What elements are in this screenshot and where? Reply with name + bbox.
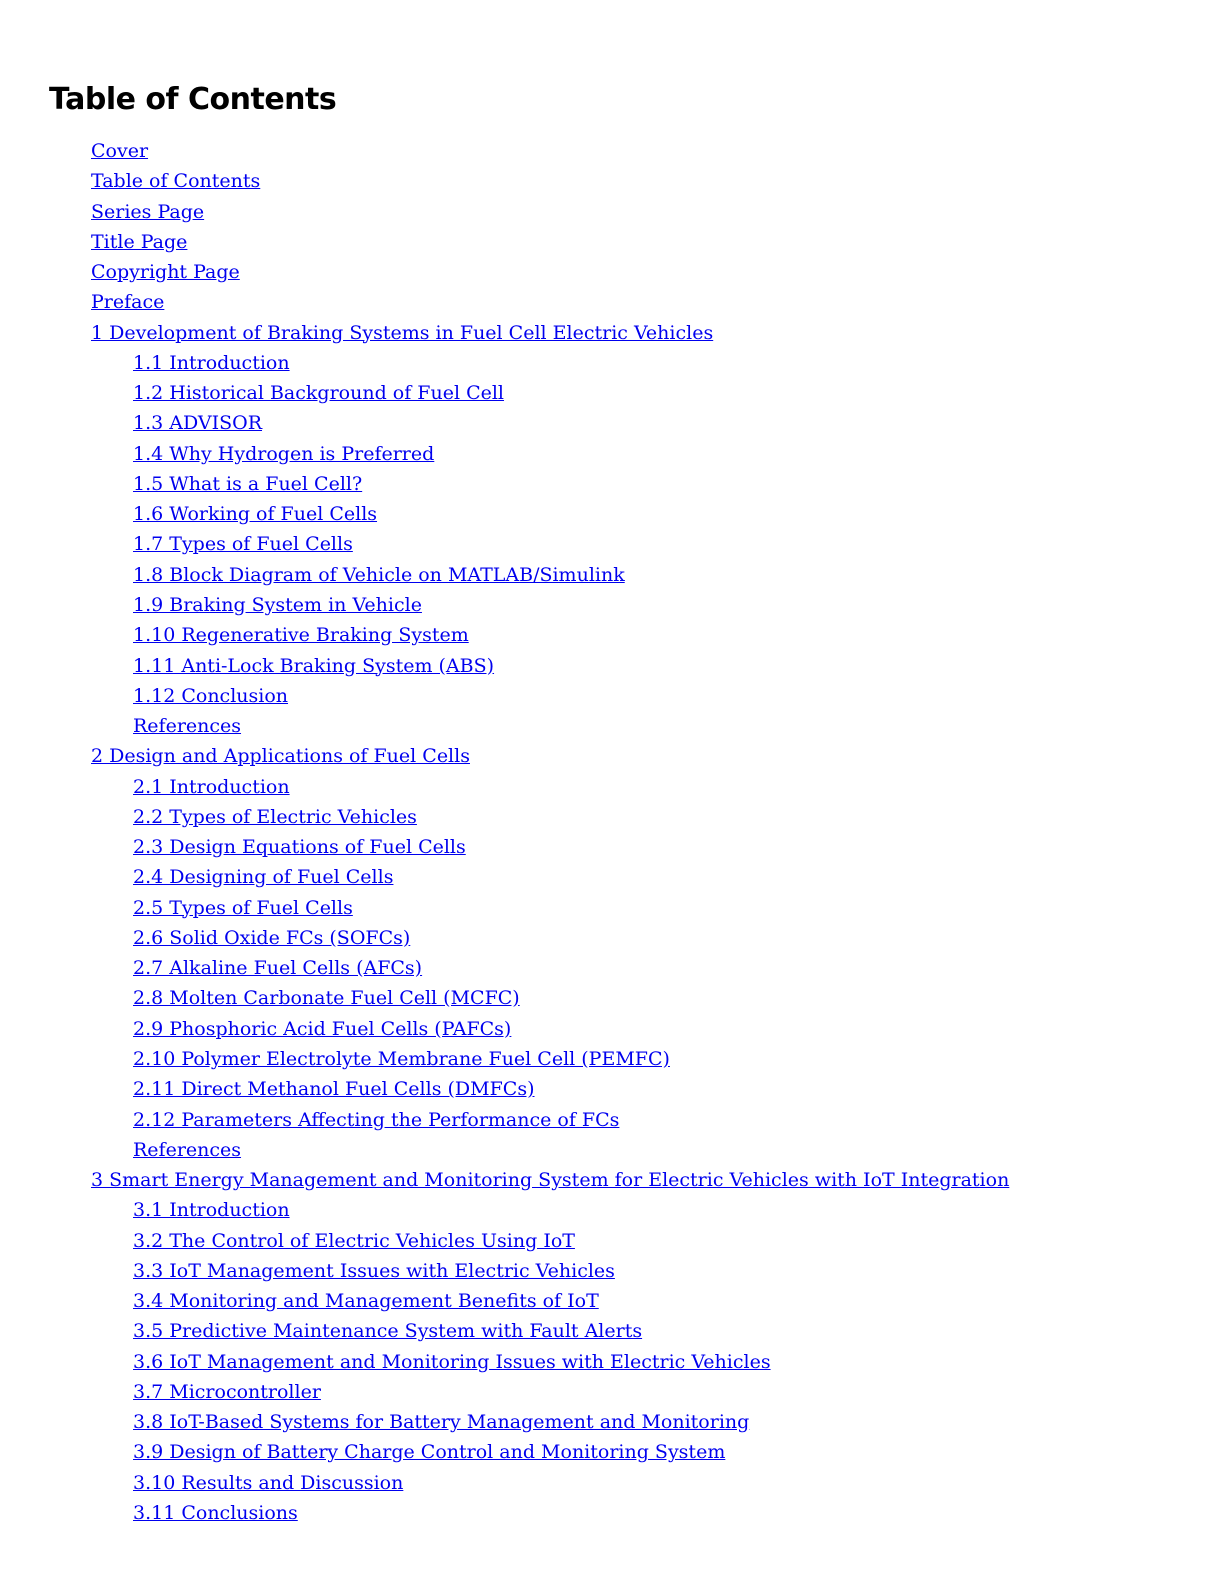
toc-item (91, 1498, 1224, 1528)
toc-item (91, 1044, 1224, 1074)
toc-link[interactable]: 3.5 Predictive Maintenance System with Fault Alerts (133, 1320, 643, 1343)
toc-link[interactable]: 3.10 Results and Discussion (133, 1471, 404, 1494)
toc-item (91, 499, 1224, 529)
toc-link[interactable]: 1.8 Block Diagram of Vehicle on MATLAB/Simulink (133, 563, 625, 586)
toc-link[interactable]: 2.5 Types of Fuel Cells (133, 896, 353, 919)
toc-item (91, 197, 1224, 227)
toc-link[interactable]: 2.10 Polymer Electrolyte Membrane Fuel Cell (PEMFC) (133, 1047, 670, 1070)
toc-link[interactable]: Cover (91, 140, 149, 162)
toc-item (91, 620, 1224, 650)
toc-item (91, 1407, 1224, 1437)
toc-item (91, 711, 1224, 741)
toc-item (91, 1014, 1224, 1044)
toc-link[interactable]: 2.2 Types of Electric Vehicles (133, 805, 417, 828)
toc-item (91, 983, 1224, 1013)
toc-link[interactable]: 2.3 Design Equations of Fuel Cells (133, 836, 466, 859)
toc-item (91, 469, 1224, 499)
toc-item (91, 378, 1224, 408)
toc-link[interactable]: Series Page (91, 200, 205, 223)
toc-item (91, 560, 1224, 590)
toc-link[interactable]: 2.4 Designing of Fuel Cells (133, 866, 394, 889)
toc-item (91, 893, 1224, 923)
toc-item (91, 1377, 1224, 1407)
toc-item (91, 287, 1224, 317)
toc-link[interactable]: 3 Smart Energy Management and Monitoring System for Electric Vehicles with IoT Integration (91, 1169, 1010, 1192)
toc-item (91, 166, 1224, 196)
toc-link[interactable]: 1.3 ADVISOR (133, 412, 263, 435)
toc-item (91, 348, 1224, 378)
toc-link[interactable]: 2.11 Direct Methanol Fuel Cells (DMFCs) (133, 1078, 535, 1101)
toc-link[interactable]: Copyright Page (91, 261, 240, 284)
toc-link[interactable]: References (133, 715, 242, 738)
toc-item (91, 681, 1224, 711)
toc-item (91, 590, 1224, 620)
toc-item (91, 257, 1224, 287)
toc-link[interactable]: 2 Design and Applications of Fuel Cells (91, 745, 470, 768)
toc-link[interactable]: 1.1 Introduction (133, 351, 290, 374)
toc-link[interactable]: 1.11 Anti-Lock Braking System (ABS) (133, 654, 495, 677)
toc-link[interactable]: 3.7 Microcontroller (133, 1380, 321, 1403)
toc-item (91, 802, 1224, 832)
toc-link[interactable]: 3.6 IoT Management and Monitoring Issues with Electric Vehicles (133, 1350, 771, 1373)
page-title: Table of Contents (49, 82, 337, 117)
toc-link[interactable]: 2.7 Alkaline Fuel Cells (AFCs) (133, 957, 423, 980)
toc-link[interactable]: 2.8 Molten Carbonate Fuel Cell (MCFC) (133, 987, 520, 1010)
toc-item (91, 953, 1224, 983)
toc-link[interactable]: Table of Contents (91, 170, 261, 193)
toc-item (91, 1105, 1224, 1135)
toc-link[interactable]: 3.4 Monitoring and Management Benefits of IoT (133, 1290, 599, 1313)
toc-link[interactable]: 1 Development of Braking Systems in Fuel Cell Electric Vehicles (91, 321, 714, 344)
toc-item (91, 1347, 1224, 1377)
toc-link[interactable]: 1.6 Working of Fuel Cells (133, 503, 378, 526)
toc-link[interactable]: 2.12 Parameters Affecting the Performance of FCs (133, 1108, 620, 1131)
toc-item (91, 1074, 1224, 1104)
toc-item (91, 1226, 1224, 1256)
toc-link[interactable]: 2.6 Solid Oxide FCs (SOFCs) (133, 926, 411, 949)
toc-item (91, 1165, 1224, 1195)
toc-item (91, 1256, 1224, 1286)
toc-item (91, 408, 1224, 438)
toc-link[interactable]: 1.2 Historical Background of Fuel Cell (133, 382, 505, 405)
toc-item (91, 529, 1224, 559)
toc-link[interactable]: 3.2 The Control of Electric Vehicles Using IoT (133, 1229, 575, 1252)
toc-item (91, 439, 1224, 469)
toc-link[interactable]: Preface (91, 291, 165, 314)
toc-link[interactable]: 3.1 Introduction (133, 1199, 290, 1222)
toc-link[interactable]: 1.9 Braking System in Vehicle (133, 593, 422, 616)
toc-item (91, 318, 1224, 348)
toc-link[interactable]: 3.3 IoT Management Issues with Electric Vehicles (133, 1259, 615, 1282)
toc-item (91, 136, 1224, 166)
toc-link[interactable]: 3.9 Design of Battery Charge Control and Monitoring System (133, 1441, 726, 1464)
toc-item (91, 227, 1224, 257)
toc-link[interactable]: References (133, 1138, 242, 1161)
toc-link[interactable]: 1.10 Regenerative Braking System (133, 624, 469, 647)
toc-link[interactable]: 1.7 Types of Fuel Cells (133, 533, 353, 556)
toc-item (91, 651, 1224, 681)
toc-link[interactable]: 1.4 Why Hydrogen is Preferred (133, 442, 435, 465)
toc-item (91, 1195, 1224, 1225)
toc-item (91, 772, 1224, 802)
toc-list (91, 136, 1224, 1528)
toc-link[interactable]: 3.11 Conclusions (133, 1501, 298, 1524)
toc-item (91, 1468, 1224, 1498)
toc-item (91, 832, 1224, 862)
toc-item (91, 1316, 1224, 1346)
toc-item (91, 923, 1224, 953)
toc-link[interactable]: 3.8 IoT-Based Systems for Battery Management and Monitoring (133, 1411, 750, 1434)
toc-item (91, 862, 1224, 892)
toc-link[interactable]: 2.1 Introduction (133, 775, 290, 798)
toc-item (91, 1286, 1224, 1316)
toc-link[interactable]: 2.9 Phosphoric Acid Fuel Cells (PAFCs) (133, 1017, 512, 1040)
toc-item (91, 1135, 1224, 1165)
toc-link[interactable]: 1.5 What is a Fuel Cell? (133, 472, 363, 495)
toc-link[interactable]: 1.12 Conclusion (133, 684, 289, 707)
toc-link[interactable]: Title Page (91, 230, 188, 253)
toc-item (91, 1437, 1224, 1467)
toc-item (91, 741, 1224, 771)
